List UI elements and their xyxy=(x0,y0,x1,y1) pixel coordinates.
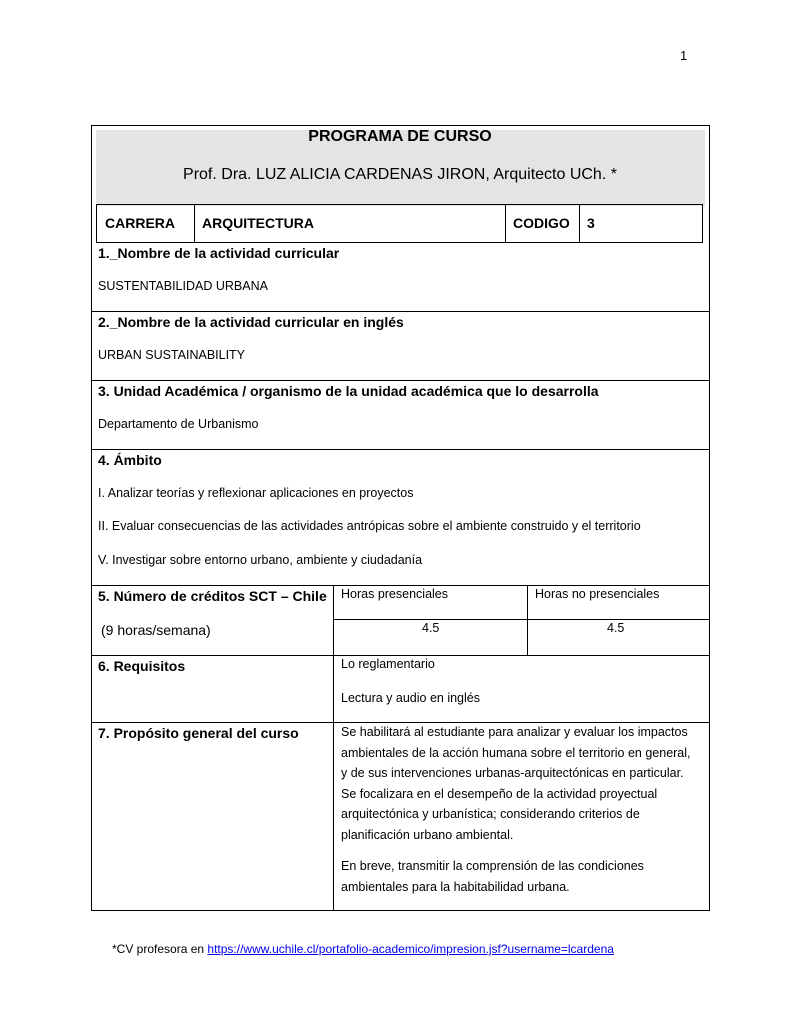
page-number: 1 xyxy=(680,48,688,63)
document-title: PROGRAMA DE CURSO xyxy=(308,128,492,145)
divider-1 xyxy=(91,311,710,312)
section-1-title: 1._Nombre de la actividad curricular xyxy=(98,245,340,261)
section-7-title: 7. Propósito general del curso xyxy=(98,725,299,741)
ambito-item-1: I. Analizar teorías y reflexionar aplicaciones en proyectos xyxy=(98,486,414,500)
ambito-item-2: II. Evaluar consecuencias de las actividades antrópicas sobre el ambiente construido y el territorio xyxy=(98,519,641,533)
footer-prefix: *CV profesora en xyxy=(112,942,208,956)
hours-presencial-value: 4.5 xyxy=(422,621,440,635)
carrera-label: CARRERA xyxy=(105,215,175,231)
section-2-title: 2._Nombre de la actividad curricular en inglés xyxy=(98,314,404,330)
section-2-value: URBAN SUSTAINABILITY xyxy=(98,348,246,362)
requisito-line-2: Lectura y audio en inglés xyxy=(341,691,480,705)
carrera-divider-1 xyxy=(194,204,195,243)
hours-col-divider xyxy=(527,585,528,655)
hours-no-presencial-value: 4.5 xyxy=(607,621,625,635)
cv-link[interactable]: https://www.uchile.cl/portafolio-academico/impresion.jsf?username=lcardena xyxy=(207,942,614,956)
section-6-title: 6. Requisitos xyxy=(98,658,186,674)
hours-header-divider xyxy=(333,619,710,620)
section-4-title: 4. Ámbito xyxy=(98,452,162,468)
footer-note xyxy=(112,942,614,956)
divider-5 xyxy=(91,655,710,656)
credits-col-divider xyxy=(333,585,334,911)
purpose-paragraph-2: En breve, transmitir la comprensión de las condiciones ambientales para la habitabilidad urbana. xyxy=(341,859,644,894)
hours-presencial-label: Horas presenciales xyxy=(341,587,448,601)
section-5-title: 5. Número de créditos SCT – Chile xyxy=(98,588,327,604)
carrera-value: ARQUITECTURA xyxy=(202,215,314,231)
section-1-value: SUSTENTABILIDAD URBANA xyxy=(98,279,268,293)
divider-3 xyxy=(91,449,710,450)
carrera-divider-3 xyxy=(579,204,580,243)
ambito-item-3: V. Investigar sobre entorno urbano, ambiente y ciudadanía xyxy=(98,553,423,567)
section-3-title: 3. Unidad Académica / organismo de la unidad académica que lo desarrolla xyxy=(98,383,599,399)
hours-no-presencial-label: Horas no presenciales xyxy=(535,587,660,601)
section-5-subtitle: (9 horas/semana) xyxy=(101,622,211,638)
requisito-line-1: Lo reglamentario xyxy=(341,657,435,671)
divider-4 xyxy=(91,585,710,586)
purpose-paragraph-1: Se habilitará al estudiante para analizar y evaluar los impactos ambientales de la acción humana sobre el territorio en general, y de sus intervenciones urbanas-arquitectónicas en particular. Se focalizara en el desempeño de la actividad proyectual arquitectónica y urbanística; considerando criterios de planificación urbano ambiental. xyxy=(341,725,691,842)
codigo-label: CODIGO xyxy=(513,215,570,231)
carrera-row xyxy=(96,204,703,243)
codigo-value: 3 xyxy=(587,215,595,231)
divider-2 xyxy=(91,380,710,381)
section-3-value: Departamento de Urbanismo xyxy=(98,417,259,431)
professor-line: Prof. Dra. LUZ ALICIA CARDENAS JIRON, Arquitecto UCh. * xyxy=(183,166,617,183)
carrera-divider-2 xyxy=(505,204,506,243)
